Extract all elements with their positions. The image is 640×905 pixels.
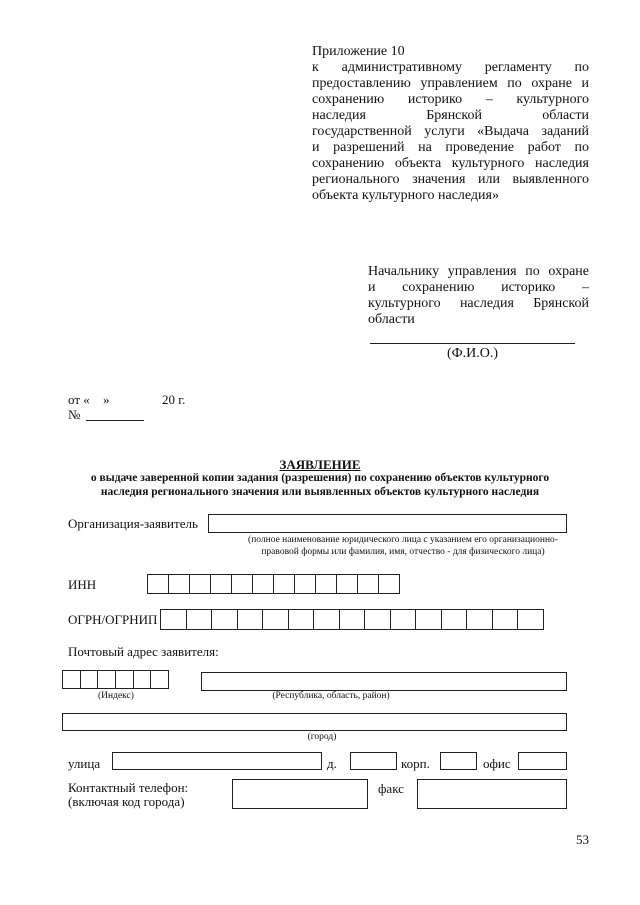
digit-cell[interactable]	[273, 574, 295, 594]
digit-cell[interactable]	[288, 609, 315, 630]
addressee-block	[368, 264, 589, 328]
appendix-line: регионального значения или выявленного	[312, 172, 589, 187]
postal-label: Почтовый адрес заявителя:	[68, 644, 219, 659]
appendix-line: государственной услуги «Выдача заданий	[312, 124, 589, 139]
date-close-quote: »	[103, 392, 110, 407]
digit-cell[interactable]	[294, 574, 316, 594]
digit-cell[interactable]	[189, 574, 211, 594]
digit-cell[interactable]	[313, 609, 340, 630]
city-hint: (город)	[307, 732, 337, 742]
appendix-line: предоставлению управлением по охране и	[312, 76, 589, 91]
org-hint: правовой формы или фамилия, имя, отчество - для физического лица)	[261, 547, 545, 557]
phone-sublabel: (включая код города)	[68, 794, 185, 809]
org-label: Организация-заявитель	[68, 516, 198, 531]
digit-cell[interactable]	[336, 574, 358, 594]
digit-cell[interactable]	[186, 609, 213, 630]
digit-cell[interactable]	[133, 670, 152, 689]
index-hint: (Индекс)	[98, 691, 134, 701]
org-name-input[interactable]	[208, 514, 567, 533]
house-label: д.	[327, 756, 337, 771]
digit-cell[interactable]	[115, 670, 134, 689]
digit-cell[interactable]	[390, 609, 417, 630]
digit-cell[interactable]	[147, 574, 169, 594]
addressee-line: культурного наследия Брянской	[368, 296, 589, 311]
appendix-last-line: объекта культурного наследия»	[312, 188, 499, 203]
digit-cell[interactable]	[80, 670, 99, 689]
phone-input[interactable]	[232, 779, 368, 809]
office-input[interactable]	[518, 752, 567, 770]
date-from-label: от «	[68, 392, 90, 407]
street-input[interactable]	[112, 752, 322, 770]
digit-cell[interactable]	[441, 609, 468, 630]
digit-cell[interactable]	[252, 574, 274, 594]
appendix-line: наследия Брянской области	[312, 108, 589, 123]
digit-cell[interactable]	[517, 609, 544, 630]
page-number: 53	[576, 832, 589, 847]
digit-cell[interactable]	[168, 574, 190, 594]
fax-input[interactable]	[417, 779, 567, 809]
ogrn-label: ОГРН/ОГРНИП	[68, 612, 158, 627]
index-cells[interactable]	[62, 670, 169, 689]
org-hint: (полное наименование юридического лица с указанием его организационно-	[248, 535, 558, 545]
digit-cell[interactable]	[210, 574, 232, 594]
street-label: улица	[68, 756, 101, 771]
digit-cell[interactable]	[150, 670, 169, 689]
document-title: ЗАЯВЛЕНИЕ	[279, 457, 361, 472]
appendix-block	[312, 44, 589, 204]
region-hint: (Республика, область, район)	[272, 691, 390, 701]
digit-cell[interactable]	[231, 574, 253, 594]
digit-cell[interactable]	[364, 609, 391, 630]
addressee-line: Начальнику управления по охране	[368, 264, 589, 279]
digit-cell[interactable]	[378, 574, 400, 594]
digit-cell[interactable]	[62, 670, 81, 689]
digit-cell[interactable]	[262, 609, 289, 630]
digit-cell[interactable]	[415, 609, 442, 630]
phone-label: Контактный телефон:	[68, 780, 189, 795]
appendix-line: к административному регламенту по	[312, 60, 589, 75]
digit-cell[interactable]	[357, 574, 379, 594]
city-input[interactable]	[62, 713, 567, 731]
building-input[interactable]	[440, 752, 477, 770]
house-input[interactable]	[350, 752, 397, 770]
building-label: корп.	[401, 756, 430, 771]
fio-line[interactable]	[370, 343, 575, 344]
digit-cell[interactable]	[492, 609, 519, 630]
appendix-line: сохранению историко – культурного	[312, 92, 589, 107]
fax-label: факс	[378, 781, 404, 796]
office-label: офис	[483, 756, 511, 771]
digit-cell[interactable]	[237, 609, 264, 630]
fio-label: (Ф.И.О.)	[446, 346, 499, 361]
digit-cell[interactable]	[466, 609, 493, 630]
region-input[interactable]	[201, 672, 567, 691]
addressee-line: и сохранению историко –	[368, 280, 589, 295]
inn-label: ИНН	[68, 577, 97, 592]
appendix-title: Приложение 10	[312, 44, 405, 59]
digit-cell[interactable]	[339, 609, 366, 630]
digit-cell[interactable]	[97, 670, 116, 689]
number-label: №	[68, 407, 81, 422]
date-year-label: 20 г.	[162, 392, 186, 407]
appendix-line: и разрешений на проведение работ по	[312, 140, 589, 155]
addressee-last-line: области	[368, 312, 415, 327]
digit-cell[interactable]	[315, 574, 337, 594]
inn-cells[interactable]	[147, 574, 400, 594]
document-subtitle-line: наследия регионального значения или выявленных объектов культурного наследия	[100, 486, 540, 498]
digit-cell[interactable]	[211, 609, 238, 630]
number-line[interactable]	[86, 420, 144, 421]
digit-cell[interactable]	[160, 609, 187, 630]
document-subtitle-line: о выдаче заверенной копии задания (разрешения) по сохранению объектов культурного	[90, 472, 550, 484]
ogrn-cells[interactable]	[160, 609, 544, 630]
appendix-line: сохранению объекта культурного наследия	[312, 156, 589, 171]
